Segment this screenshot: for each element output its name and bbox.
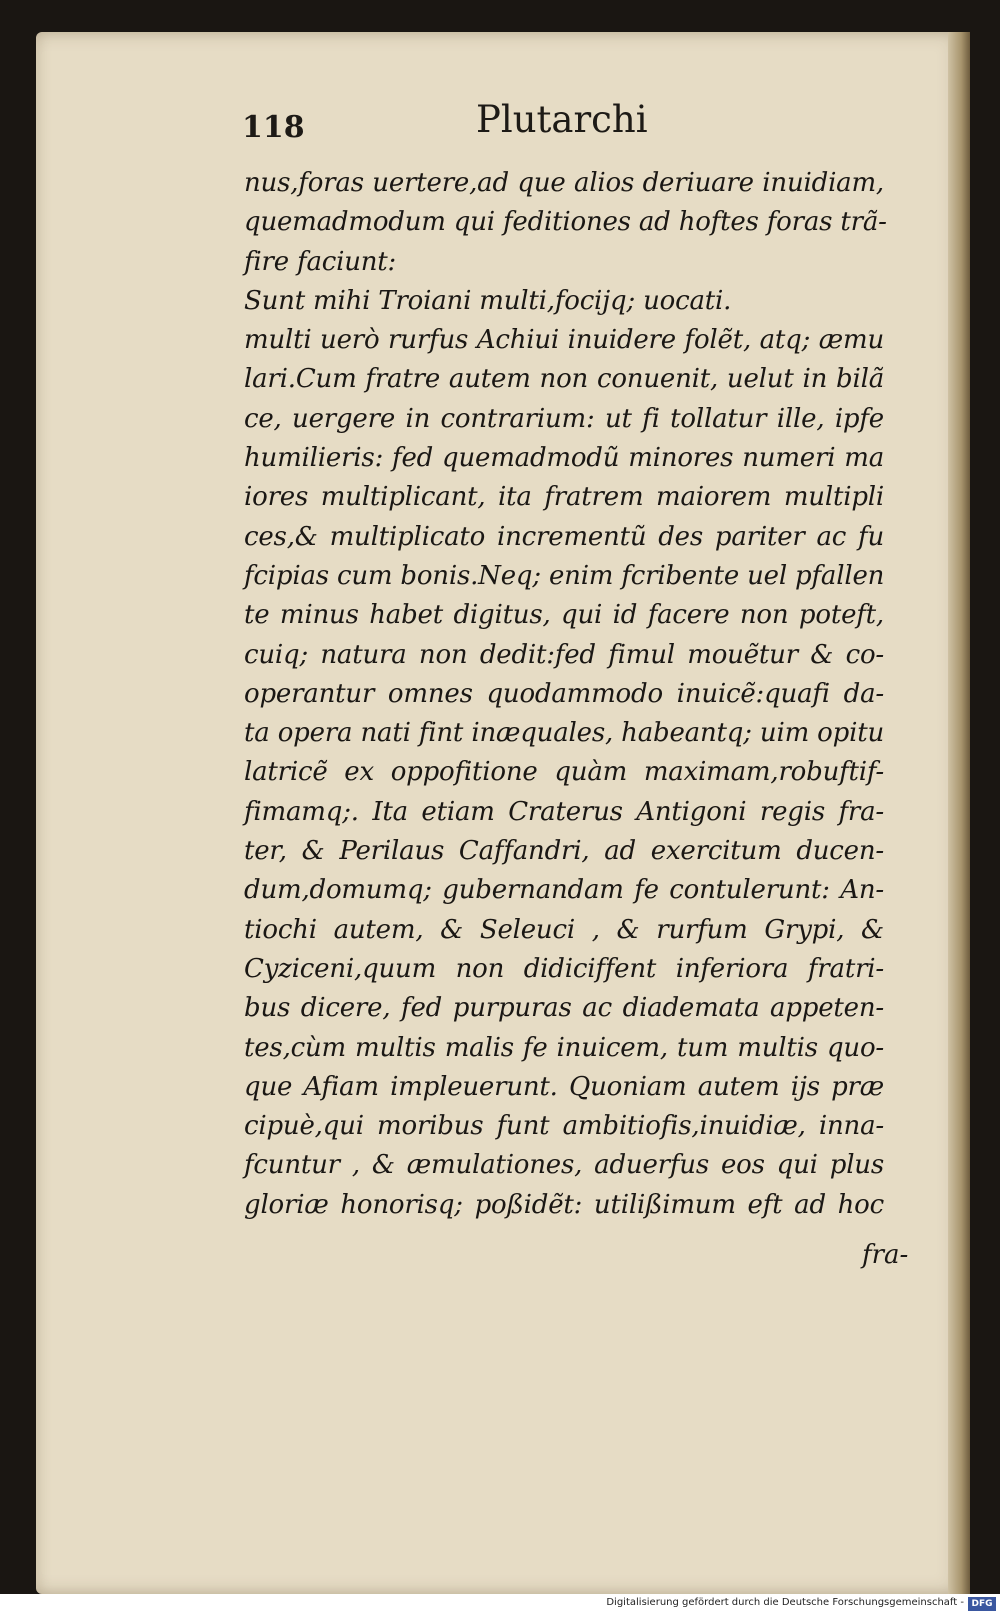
page-edge xyxy=(948,32,970,1594)
text-line: gloriæ honorisq; poßidẽt: utilißimum eft ad hoc xyxy=(244,1189,884,1220)
text-line: ce, uergere in contrarium: ut fi tollatur ille, ipfe xyxy=(244,403,884,434)
text-line: multi uerò rurfus Achiui inuidere folẽt, atq; æmu xyxy=(244,325,884,356)
text-line: que Afiam impleuerunt. Quoniam autem ijs præ xyxy=(244,1071,884,1102)
running-title: Plutarchi xyxy=(476,98,648,141)
dfg-logo: DFG xyxy=(968,1597,996,1611)
text-line: quemadmodum qui feditiones ad hoftes foras trã- xyxy=(244,207,887,238)
text-line: ta opera nati fint inæquales, habeantq; uim opitu xyxy=(244,718,884,749)
text-line: ces,& multiplicato incrementũ des pariter ac fu xyxy=(244,521,884,552)
text-line: iores multiplicant, ita fratrem maiorem multipli xyxy=(244,482,884,513)
text-line: fimamq;. Ita etiam Craterus Antigoni regis fra- xyxy=(244,796,884,827)
footer-bar xyxy=(0,1594,1000,1615)
page-number: 118 xyxy=(242,110,305,145)
text-line: cipuè,qui moribus funt ambitiofis,inuidiæ, inna- xyxy=(244,1111,884,1142)
text-line: tiochi autem, & Seleuci , & rurfum Grypi, & xyxy=(244,914,884,945)
text-line: humilieris: fed quemadmodũ minores numeri ma xyxy=(244,443,884,474)
funding-credit: Digitalisierung gefördert durch die Deutsche Forschungsgemeinschaft - xyxy=(606,1597,964,1608)
body-text xyxy=(244,164,887,1225)
text-line: lari.Cum fratre autem non conuenit, uelut in bilã xyxy=(244,364,884,395)
text-line: fcipias cum bonis.Neq; enim fcribente uel pfallen xyxy=(244,560,885,591)
text-line: Sunt mihi Troiani multi,focijq; uocati. xyxy=(244,285,732,316)
text-line: operantur omnes quodammodo inuicẽ:quafi da- xyxy=(244,678,884,709)
text-line: Cyziceni,quum non didiciffent inferiora fratri- xyxy=(244,953,884,984)
text-line: cuiq; natura non dedit:fed fimul mouẽtur & co- xyxy=(244,639,884,670)
text-line: tes,cùm multis malis fe inuicem, tum multis quo- xyxy=(244,1032,884,1063)
text-line: fire faciunt: xyxy=(244,246,397,277)
page-header xyxy=(242,98,682,148)
catchword: fra- xyxy=(862,1240,909,1270)
text-line: dum,domumq; gubernandam fe contulerunt: An- xyxy=(244,875,884,906)
text-line: te minus habet digitus, qui id facere non poteft, xyxy=(244,600,884,631)
text-line: latricẽ ex oppofitione quàm maximam,robuftif- xyxy=(244,757,884,788)
text-line: bus dicere, fed purpuras ac diademata appeten- xyxy=(244,993,884,1024)
text-line: fcuntur , & æmulationes, aduerfus eos qui plus xyxy=(244,1150,884,1181)
text-line: ter, & Perilaus Caffandri, ad exercitum ducen- xyxy=(244,836,884,867)
text-line: nus,foras uertere,ad que alios deriuare inuidiam, xyxy=(244,168,884,198)
